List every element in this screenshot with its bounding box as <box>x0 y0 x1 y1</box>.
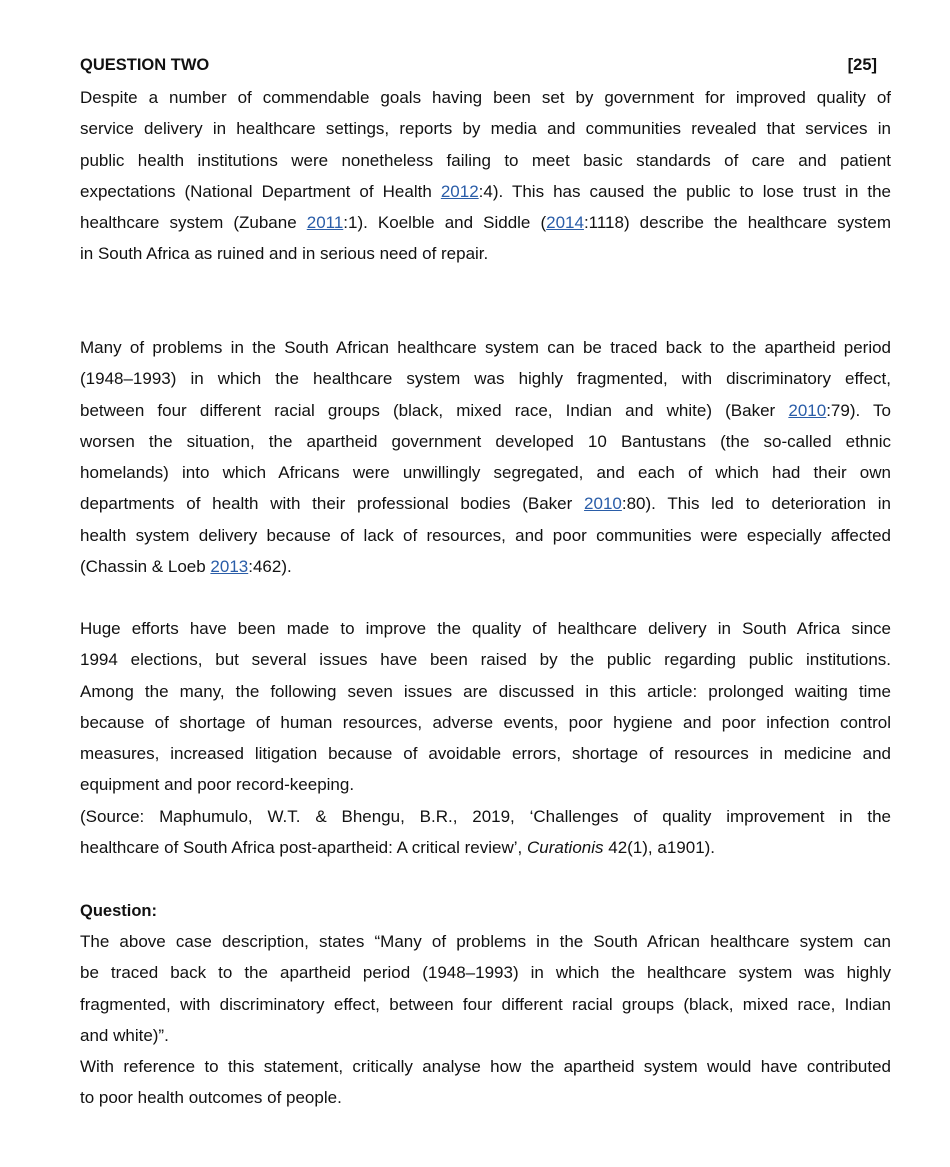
text-line: fragmented, with discriminatory effect, between four different racial groups (black, mixed race, Indian <box>80 994 891 1014</box>
citation-link[interactable]: 2011 <box>306 213 344 233</box>
text-line: to poor health outcomes of people. <box>80 1088 342 1108</box>
text-line: Among the many, the following seven issues are discussed in this article: prolonged waiting time <box>80 681 891 701</box>
text-fragment: :80). This led to deterioration in <box>621 494 891 514</box>
text-line: measures, increased litigation because of avoidable errors, shortage of resources in medicine and <box>80 744 891 764</box>
text-line <box>80 488 891 519</box>
text-line: Many of problems in the South African healthcare system can be traced back to the apartheid period <box>80 338 891 357</box>
source-line: (Source: Maphumulo, W.T. & Bhengu, B.R., 2019, ‘Challenges of quality improvement in the <box>80 806 891 826</box>
text-fragment: :462). <box>248 557 292 577</box>
text-line: service delivery in healthcare settings, reports by media and communities revealed that services in <box>80 119 891 139</box>
text-fragment: :79). To <box>826 400 891 420</box>
text-line: With reference to this statement, critically analyse how the apartheid system would have contributed <box>80 1057 891 1077</box>
question-heading <box>80 55 877 75</box>
paragraph-apartheid <box>80 332 891 582</box>
text-fragment: healthcare of South Africa post-apartheid: A critical review’, <box>80 838 527 858</box>
text-line: because of shortage of human resources, adverse events, poor hygiene and poor infection control <box>80 712 891 732</box>
citation-link[interactable]: 2010 <box>788 400 827 420</box>
text-fragment: departments of health with their professional bodies (Baker <box>80 494 585 514</box>
text-line: equipment and poor record-keeping. <box>80 775 355 795</box>
citation-link[interactable]: 2014 <box>546 213 584 233</box>
journal-title: Curationis <box>526 838 604 858</box>
text-line <box>80 176 891 207</box>
text-line: 1994 elections, but several issues have been raised by the public regarding public institutions. <box>80 650 891 670</box>
text-fragment: :4). This has caused the public to lose trust in the <box>478 181 891 201</box>
text-line: homelands) into which Africans were unwillingly segregated, and each of which had their own <box>80 463 891 483</box>
text-line: and white)”. <box>80 1025 169 1045</box>
text-line: The above case description, states “Many of problems in the South African healthcare system can <box>80 932 891 951</box>
question-title: QUESTION TWO <box>80 56 210 74</box>
text-line: Huge efforts have been made to improve the quality of healthcare delivery in South Africa since <box>80 619 891 638</box>
question-label: Question: <box>80 902 157 920</box>
text-line <box>80 551 891 582</box>
paragraph-efforts <box>80 613 891 863</box>
text-fragment: (Chassin & Loeb <box>80 557 211 577</box>
text-fragment: :1). Koelble and Siddle ( <box>343 213 547 233</box>
text-line: be traced back to the apartheid period (1948–1993) in which the healthcare system was highly <box>80 963 891 983</box>
citation-link[interactable]: 2010 <box>584 494 622 514</box>
text-fragment: expectations (National Department of Health <box>80 181 441 201</box>
text-line: in South Africa as ruined and in serious need of repair. <box>80 244 489 264</box>
paragraph-intro <box>80 82 891 270</box>
citation-link[interactable]: 2012 <box>440 181 479 201</box>
text-fragment: 42(1), a1901). <box>603 838 716 858</box>
text-line: public health institutions were nonetheless failing to meet basic standards of care and patient <box>80 150 891 170</box>
text-line: health system delivery because of lack of resources, and poor communities were especially affected <box>80 525 891 545</box>
source-line <box>80 832 891 863</box>
citation-link[interactable]: 2013 <box>210 557 249 577</box>
text-line: worsen the situation, the apartheid government developed 10 Bantustans (the so-called ethnic <box>80 431 891 451</box>
text-line: (1948–1993) in which the healthcare system was highly fragmented, with discriminatory effect, <box>80 369 891 389</box>
text-fragment: :1118) describe the healthcare system <box>583 213 891 233</box>
text-line: Despite a number of commendable goals having been set by government for improved quality of <box>80 88 891 107</box>
text-line <box>80 207 891 238</box>
text-fragment: between four different racial groups (black, mixed race, Indian and white) (Baker <box>80 400 789 420</box>
paragraph-question <box>80 926 891 1114</box>
question-marks: [25] <box>847 56 877 74</box>
text-fragment: healthcare system (Zubane <box>80 213 307 233</box>
text-line <box>80 395 891 426</box>
